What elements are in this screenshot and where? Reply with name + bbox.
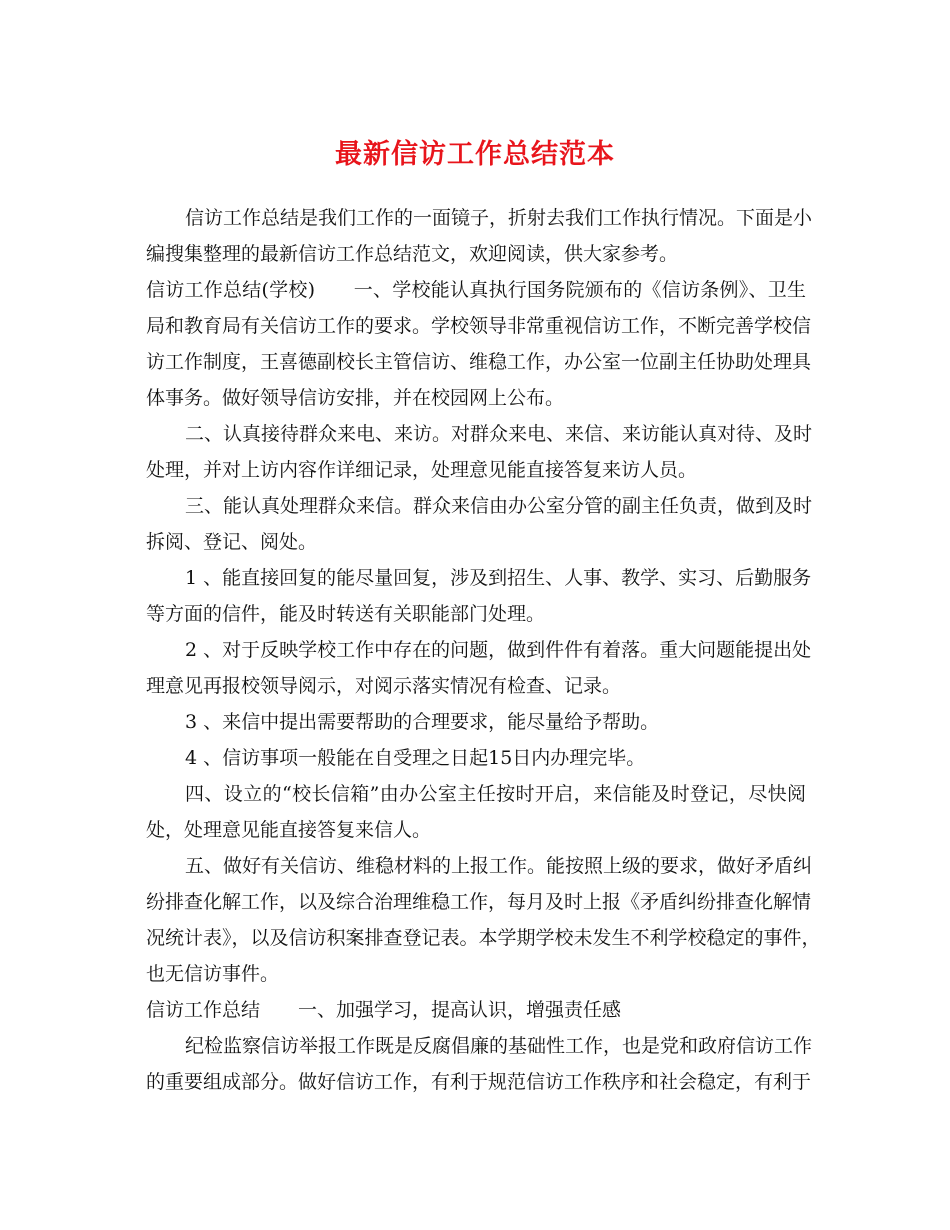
paragraph-line: 4 、信访事项一般能在自受理之日起15日内办理完毕。 <box>185 747 646 769</box>
paragraph-line: 二、认真接待群众来电、来访。对群众来电、来信、来访能认真对待、及时 <box>185 423 813 445</box>
paragraph-line: 况统计表》，以及信访积案排查登记表。本学期学校未发生不利学校稳定的事件， <box>146 927 821 949</box>
paragraph-line: 也无信访事件。 <box>146 963 280 985</box>
paragraph-line: 处理，并对上访内容作详细记录，处理意见能直接答复来访人员。 <box>146 459 698 481</box>
paragraph-line: 四、设立的“校长信箱”由办公室主任按时开启，来信能及时登记，尽快阅 <box>185 783 806 805</box>
paragraph-line: 纷排查化解工作，以及综合治理维稳工作，每月及时上报《矛盾纠纷排查化解情 <box>146 891 812 913</box>
paragraph-line: 1 、能直接回复的能尽量回复，涉及到招生、人事、教学、实习、后勤服务 <box>185 567 812 589</box>
paragraph-line: 编搜集整理的最新信访工作总结范文，欢迎阅读，供大家参考。 <box>146 243 679 265</box>
paragraph-line: 信访工作总结是我们工作的一面镜子，折射去我们工作执行情况。下面是小 <box>185 207 813 229</box>
paragraph-line: 3 、来信中提出需要帮助的合理要求，能尽量给予帮助。 <box>185 711 660 733</box>
paragraph-line: 三、能认真处理群众来信。群众来信由办公室分管的副主任负责，做到及时 <box>185 495 813 517</box>
paragraph-line: 2 、对于反映学校工作中存在的问题，做到件件有着落。重大问题能提出处 <box>185 639 812 661</box>
paragraph-line: 体事务。做好领导信访安排，并在校园网上公布。 <box>146 387 565 409</box>
paragraph-line: 等方面的信件，能及时转送有关职能部门处理。 <box>146 603 546 625</box>
paragraph-line: 理意见再报校领导阅示，对阅示落实情况有检查、记录。 <box>146 675 622 697</box>
section-heading-line: 信访工作总结 一、加强学习，提高认识，增强责任感 <box>146 999 622 1021</box>
paragraph-line: 的重要组成部分。做好信访工作，有利于规范信访工作秩序和社会稳定，有利于 <box>146 1071 812 1093</box>
document-body <box>146 200 821 1100</box>
paragraph-line: 局和教育局有关信访工作的要求。学校领导非常重视信访工作，不断完善学校信 <box>146 315 812 337</box>
document-title: 最新信访工作总结范本 <box>335 139 615 170</box>
section-heading-line: 信访工作总结(学校) 一、学校能认真执行国务院颁布的《信访条例》、卫生 <box>146 279 806 301</box>
paragraph-line: 处，处理意见能直接答复来信人。 <box>146 819 432 841</box>
paragraph-line: 五、做好有关信访、维稳材料的上报工作。能按照上级的要求，做好矛盾纠 <box>185 855 813 877</box>
paragraph-line: 拆阅、登记、阅处。 <box>146 531 318 553</box>
paragraph-line: 纪检监察信访举报工作既是反腐倡廉的基础性工作，也是党和政府信访工作 <box>185 1035 813 1057</box>
paragraph-line: 访工作制度，王喜德副校长主管信访、维稳工作，办公室一位副主任协助处理具 <box>146 351 812 373</box>
